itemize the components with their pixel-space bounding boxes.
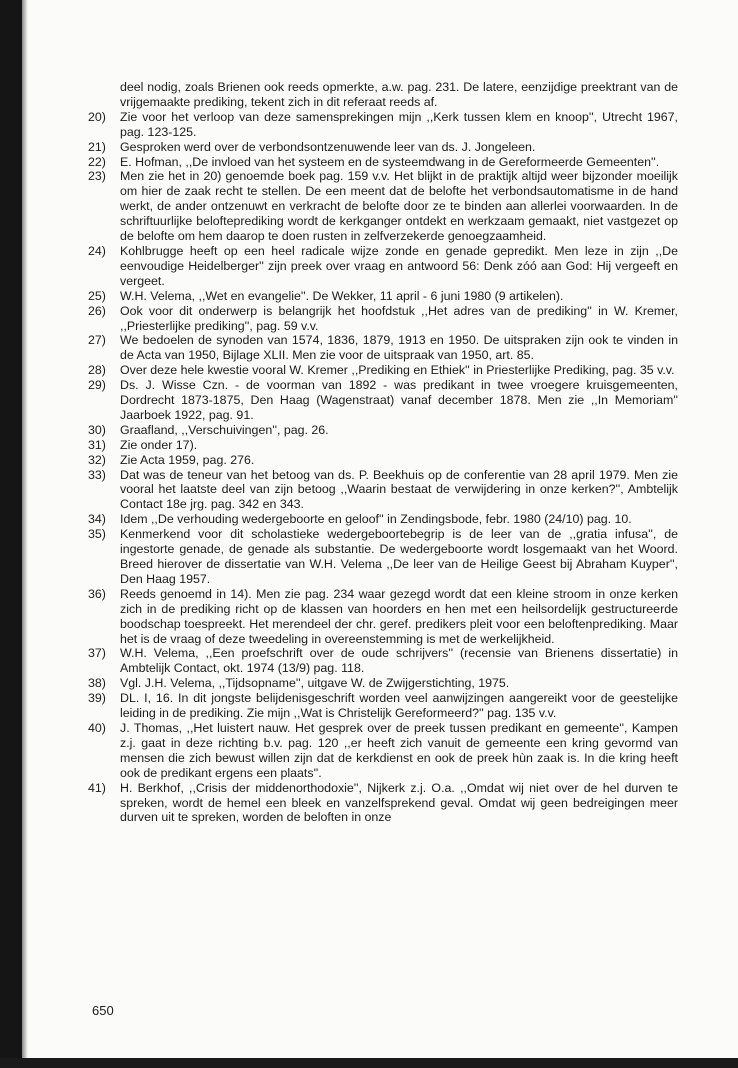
endnote-text: E. Hofman, ,,De invloed van het systeem en de systeemdwang in de Gereformeerde Gemeenten''. [120, 154, 660, 169]
endnote-text: Zie onder 17). [120, 437, 198, 452]
endnote [88, 721, 678, 781]
endnote [88, 423, 678, 438]
endnote-text: We bedoelen de synoden van 1574, 1836, 1879, 1913 en 1950. De uitspraken zijn ook te vinden in de Acta van 1950, Bijlage XLII. Men zie voor de uitspraak van 1950, art. 85. [120, 333, 678, 363]
endnote-number: 24) [88, 243, 106, 258]
endnote-number: 29) [88, 378, 106, 393]
endnote-number: 30) [88, 422, 106, 437]
page-number: 650 [92, 1003, 114, 1018]
endnote-text: Men zie het in 20) genoemde boek pag. 159 v.v. Het blijkt in de praktijk altijd weer bijzonder moeilijk om hier de zaak recht te stellen. De een meent dat de belofte het verbondsautomatisme in de hand werkt, de ander ontzenuwt en verkracht de belofte door ze te binden aan allerlei voorwaarden. In de schriftuurlijke belofteprediking wordt de kerkganger ontdekt en werkzaam gemaakt, niet vastgezet op de belofte om hem daarop te doen rusten in zelfverzekerde genoegzaamheid. [120, 169, 678, 244]
scan-edge-shadow [22, 0, 28, 1068]
endnote-number: 41) [88, 780, 106, 795]
endnote-text: W.H. Velema, ,,Wet en evangelie''. De Wekker, 11 april - 6 juni 1980 (9 artikelen). [120, 288, 564, 303]
endnote [88, 304, 678, 334]
endnote [88, 80, 678, 110]
endnote [88, 169, 678, 244]
endnote [88, 646, 678, 676]
endnote-text: Reeds genoemd in 14). Men zie pag. 234 waar gezegd wordt dat een kleine stroom in onze kerken zich in de prediking richt op de klassen van hoorders en hen met een heilsordelijk gestructureerde boodschap toespreekt. Het merendeel der chr. geref. predikers pleit voor een beloftenprediking. Maar het is de vraag of deze tweedeling in overeenstemming is met de werkelijkheid. [120, 586, 678, 646]
endnote-number: 28) [88, 363, 106, 378]
endnote [88, 691, 678, 721]
endnote-text: Zie voor het verloop van deze samensprekingen mijn ,,Kerk tussen klem en knoop'', Utrecht 1967, pag. 123-125. [120, 109, 678, 139]
endnote-number: 40) [88, 720, 106, 735]
endnote [88, 781, 678, 826]
endnote [88, 527, 678, 587]
endnotes-list [88, 80, 678, 825]
endnote-text: deel nodig, zoals Brienen ook reeds opmerkte, a.w. pag. 231. De latere, eenzijdige preektrant van de vrijgemaakte prediking, tekent zich in dit referaat reeds af. [120, 80, 678, 109]
endnote-number: 25) [88, 288, 106, 303]
endnote-text: H. Berkhof, ,,Crisis der middenorthodoxie'', Nijkerk z.j. O.a. ,,Omdat wij niet over de hel durven te spreken, wordt de hemel een bleek en vanzelfsprekend geval. Omdat wij geen bedreigingen meer durven uit te spreken, worden de beloften in onze [120, 780, 678, 825]
endnote-number: 27) [88, 333, 106, 348]
endnote-number: 38) [88, 676, 106, 691]
endnote-text: Gesproken werd over de verbondsontzenuwende leer van ds. J. Jongeleen. [120, 139, 536, 154]
endnote-number: 32) [88, 452, 106, 467]
endnote-number: 33) [88, 467, 106, 482]
endnote [88, 110, 678, 140]
endnote-number: 20) [88, 109, 106, 124]
endnote [88, 333, 678, 363]
endnote-text: Idem ,,De verhouding wedergeboorte en geloof'' in Zendingsbode, febr. 1980 (24/10) pag. 10. [120, 512, 632, 527]
endnote [88, 453, 678, 468]
endnote [88, 378, 678, 423]
endnote-text: Ds. J. Wisse Czn. - de voorman van 1892 - was predikant in twee vroegere kruisgemeenten, Dordrecht 1873-1875, Den Haag (Wagenstraat) vanaf december 1878. Men zie ,,In Memoriam'' Jaarboek 1922, pag. 91. [120, 378, 678, 422]
scan-edge-left [0, 0, 22, 1068]
endnote [88, 512, 678, 527]
endnote-text: Kohlbrugge heeft op een heel radicale wijze zonde en genade gepredikt. Men leze in zijn ,,De eenvoudige Heidelberger'' zijn preek over vraag en antwoord 56: Denk zóó aan God: Hij vergeeft en vergeet. [120, 243, 678, 288]
endnote-number: 34) [88, 512, 106, 527]
endnote [88, 289, 678, 304]
endnote-number: 31) [88, 437, 106, 452]
endnote-number: 36) [88, 586, 106, 601]
endnote-number: 37) [88, 646, 106, 661]
endnote-number: 26) [88, 303, 106, 318]
endnote-text: Over deze hele kwestie vooral W. Kremer ,,Prediking en Ethiek'' in Priesterlijke Prediking, pag. 35 v.v. [120, 363, 675, 378]
endnote-text: W.H. Velema, ,,Een proefschrift over de oude schrijvers'' (recensie van Brienens dissertatie) in Ambtelijk Contact, okt. 1974 (13/9) pag. 118. [120, 646, 678, 676]
endnote-number: 39) [88, 691, 106, 706]
endnote [88, 438, 678, 453]
endnote-text: Dat was de teneur van het betoog van ds. P. Beekhuis op de conferentie van 28 april 1979. Men zie vooral het laatste deel van zijn betoog ,,Waarin bestaat de verwijdering in onze kerken?'', Ambtelijk Contact 18e jrg. pag. 342 en 343. [120, 467, 678, 512]
endnote [88, 155, 678, 170]
endnote-number: 21) [88, 139, 106, 154]
endnote [88, 140, 678, 155]
endnote-text: Vgl. J.H. Velema, ,,Tijdsopname'', uitgave W. de Zwijgerstichting, 1975. [120, 676, 510, 691]
scan-edge-bottom [0, 1058, 738, 1068]
endnote-number: 35) [88, 527, 106, 542]
endnote [88, 676, 678, 691]
endnote-number: 22) [88, 154, 106, 169]
endnote-text: Ook voor dit onderwerp is belangrijk het hoofdstuk ,,Het adres van de prediking'' in W. Kremer, ,,Priesterlijke prediking'', pag. 59 v.v. [120, 303, 678, 333]
endnote [88, 587, 678, 647]
endnote-number: 23) [88, 169, 106, 184]
endnote-text: J. Thomas, ,,Het luistert nauw. Het gesprek over de preek tussen predikant en gemeente'', Kampen z.j. gaat in deze richting b.v. pag. 120 ,,er heeft zich vanuit de gemeente een kring gevormd van mensen die zich bewust willen zijn dat de kerkdienst en ook de preek hùn zaak is. In die kring heeft ook de predikant ergens een plaats''. [120, 720, 678, 780]
endnote [88, 363, 678, 378]
endnote-text: Graafland, ,,Verschuivingen'', pag. 26. [120, 422, 329, 437]
endnote [88, 244, 678, 289]
endnote [88, 468, 678, 513]
endnote-text: Zie Acta 1959, pag. 276. [120, 452, 255, 467]
endnote-text: DL. I, 16. In dit jongste belijdenisgeschrift worden veel aanwijzingen aangereikt voor de geestelijke leiding in de prediking. Zie mijn ,,Wat is Christelijk Gereformeerd?'' pag. 135 v.v. [120, 691, 678, 721]
endnote-text: Kenmerkend voor dit scholastieke wedergeboortebegrip is de leer van de ,,gratia infusa'', de ingestorte genade, de genade als substantie. De wedergeboorte wordt losgemaakt van het Woord. Breed hierover de dissertatie van W.H. Velema ,,De leer van de Heilige Geest bij Abraham Kuyper'', Den Haag 1957. [120, 527, 678, 586]
